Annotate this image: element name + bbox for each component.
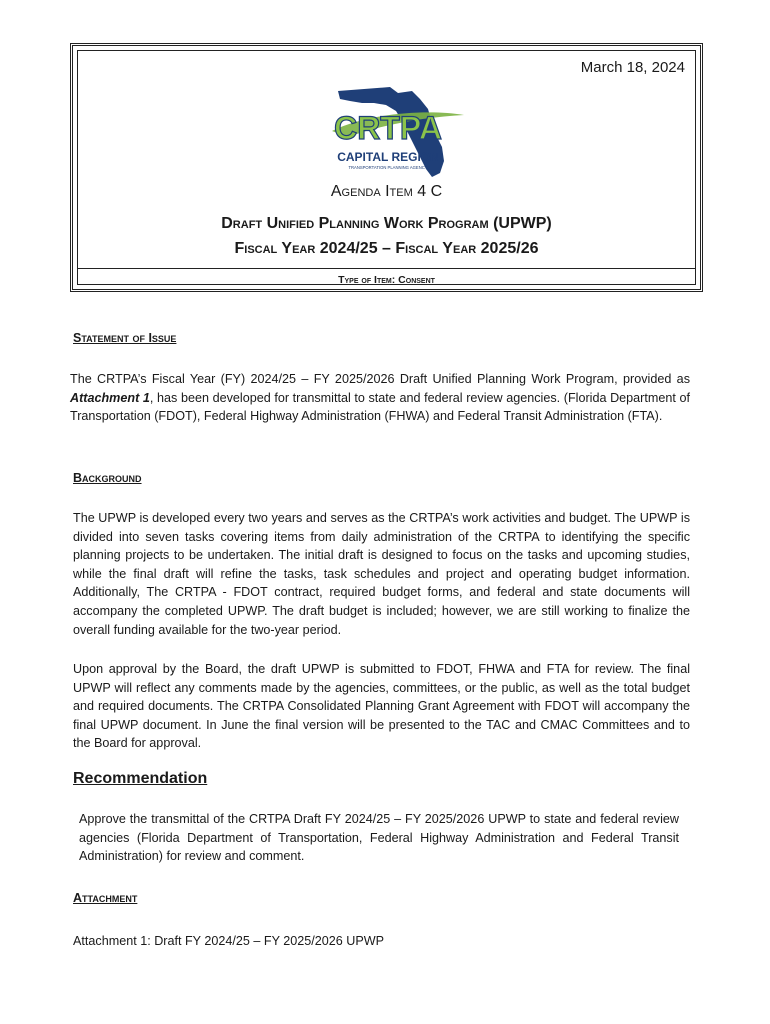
- logo-sub-text: CAPITAL REGION: [337, 150, 439, 164]
- header-divider: [78, 268, 695, 269]
- statement-heading: Statement of Issue: [73, 331, 177, 345]
- logo-tagline: TRANSPORTATION PLANNING AGENCY: [348, 165, 428, 170]
- recommendation-heading: Recommendation: [73, 770, 208, 787]
- document-title-line1: Draft Unified Planning Work Program (UPWP): [221, 215, 552, 232]
- background-paragraph-2: Upon approval by the Board, the draft UPWP is submitted to FDOT, FHWA and FTA for review. The final UPWP will reflect any comments made by the agencies, committees, or the public, as well as the total budget and required documents. The CRTPA Consolidated Planning Grant Agreement with FDOT will accompany the final UPWP document. In June the final version will be presented to the TAC and CMAC Committees and to the Board for approval.: [73, 662, 690, 751]
- statement-text-before: The CRTPA’s Fiscal Year (FY) 2024/25 – FY 2025/2026 Draft Unified Planning Work Program, provided as: [70, 372, 690, 386]
- recommendation-paragraph: Approve the transmittal of the CRTPA Draft FY 2024/25 – FY 2025/2026 UPWP to state and federal review agencies (Florida Department of Transportation, Federal Highway Administration and Federal Transit Administration) for review and comment.: [79, 812, 679, 864]
- type-of-item: Type of Item: Consent: [338, 274, 435, 286]
- statement-paragraph: [70, 370, 690, 426]
- attachment-line: Attachment 1: Draft FY 2024/25 – FY 2025/2026 UPWP: [73, 934, 385, 948]
- background-heading: Background: [73, 471, 142, 485]
- logo-main-text: CRTPA: [334, 110, 442, 146]
- crtpa-logo: [328, 73, 468, 183]
- document-date: March 18, 2024: [580, 59, 685, 76]
- attachment-reference: Attachment 1: [70, 390, 150, 405]
- agenda-header-inner: [77, 50, 696, 285]
- document-title-line2: Fiscal Year 2024/25 – Fiscal Year 2025/26: [234, 240, 539, 257]
- statement-text-after: , has been developed for transmittal to state and federal review agencies. (Florida Department of Transportation (FDOT), Federal Highway Administration (FHWA) and Federal Transit Administration (FTA).: [70, 390, 690, 424]
- background-paragraph-1: The UPWP is developed every two years and serves as the CRTPA’s work activities and budget. The UPWP is divided into seven tasks covering items from daily administration of the CRTPA to identifying the specific planning projects to be undertaken. The initial draft is designed to focus on the tasks and upcoming studies, while the final draft will refine the tasks, task schedules and project and operating budget information. Additionally, The CRTPA - FDOT contract, required budget forms, and federal and state documents will accompany the completed UPWP. The draft budget is included; however, we are still working to finalize the overall funding available for the two-year period.: [73, 511, 690, 637]
- attachment-heading: Attachment: [73, 891, 138, 905]
- agenda-header-box: [70, 43, 703, 292]
- agenda-item-label: Agenda Item 4 C: [330, 183, 443, 200]
